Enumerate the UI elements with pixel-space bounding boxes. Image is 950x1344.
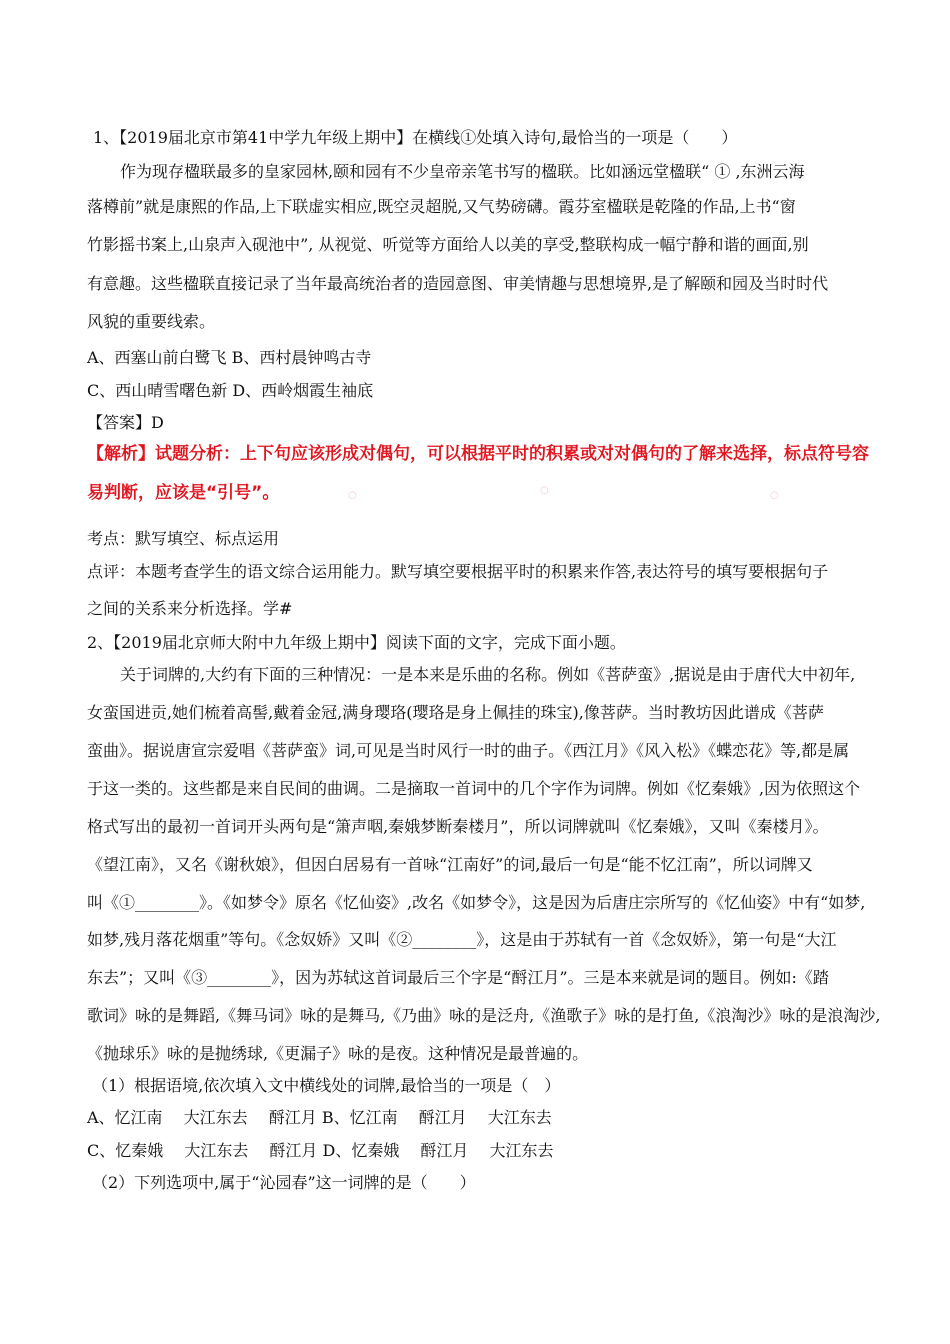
q1-answer: 【答案】D: [87, 413, 164, 432]
q2-passage-line: 女蛮国进贡,她们梳着高髻,戴着金冠,满身璎珞(璎珞是身上佩挂的珠宝),像菩萨。当时教坊因此谱成《菩萨: [87, 703, 824, 722]
q1-analysis-line: 【解析】试题分析：上下句应该形成对偶句，可以根据平时的积累或对对偶句的了解来选择，标点符号容: [87, 444, 869, 464]
q1-kaodian: 考点：默写填空、标点运用: [87, 529, 280, 548]
q1-option-line: A、西塞山前白鹭飞 B、西村晨钟鸣古寺: [87, 348, 372, 367]
q2-passage-line: 格式写出的最初一首词开头两句是“箫声咽,秦娥梦断秦楼月”，所以词牌就叫《忆秦娥》，又叫《秦楼月》。: [87, 817, 829, 836]
q1-analysis-line: 易判断，应该是“引号”。: [87, 483, 280, 503]
q1-dianping-line: 点评：本题考查学生的语文综合运用能力。默写填空要根据平时的积累来作答,表达符号的填写要根据句子: [87, 562, 829, 581]
q2-passage-line: 东去”；又叫《③________》，因为苏轼这首词最后三个字是“酹江月”。三是本来就是词的题目。例如:《踏: [87, 968, 829, 987]
q1-passage-line: 作为现存楹联最多的皇家园林,颐和园有不少皇帝亲笔书写的楹联。比如涵远堂楹联“ ① ,东洲云海: [120, 162, 805, 181]
q2-passage-line: 《望江南》，又名《谢秋娘》，但因白居易有一首咏“江南好”的词,最后一句是“能不忆江南”，所以词牌又: [87, 855, 813, 874]
q1-passage-line: 风貌的重要线索。: [87, 312, 216, 331]
q2-header: 2、【2019届北京师大附中九年级上期中】阅读下面的文字，完成下面小题。: [87, 633, 626, 652]
q1-passage-line: 有意趣。这些楹联直接记录了当年最高统治者的造园意图、审美情趣与思想境界,是了解颐和园及当时时代: [87, 274, 829, 293]
q2-sub2-question: （2）下列选项中,属于“沁园春”这一词牌的是（ ）: [92, 1173, 476, 1192]
q2-passage-line: 如梦,残月落花烟重”等句。《念奴娇》又叫《②________》，这是由于苏轼有一首《念奴娇》，第一句是“大江: [87, 930, 837, 949]
q1-header: 1、【2019届北京市第41中学九年级上期中】在横线①处填入诗句,最恰当的一项是（ ）: [93, 128, 738, 147]
q2-sub1-question: （1）根据语境,依次填入文中横线处的词牌,最恰当的一项是（ ）: [92, 1076, 561, 1095]
q1-dianping-line: 之间的关系来分析选择。学#: [87, 599, 293, 618]
q2-passage-line: 歌词》咏的是舞蹈,《舞马词》咏的是舞马,《乃曲》咏的是泛舟,《渔歌子》咏的是打鱼,《浪淘沙》咏的是浪淘沙,: [87, 1006, 881, 1025]
q2-passage-line: 蛮曲》。据说唐宣宗爱唱《菩萨蛮》词,可见是当时风行一时的曲子。《西江月》《风入松》《蝶恋花》等,都是属: [87, 741, 850, 760]
q1-passage-line: 落樽前”就是康熙的作品,上下联虚实相应,既空灵超脱,又气势磅礴。霞芬室楹联是乾隆的作品,上书“窗: [87, 197, 796, 216]
q1-option-line: C、西山晴雪曙色新 D、西岭烟霞生袖底: [87, 381, 374, 400]
watermark-mark: ○: [348, 490, 357, 501]
watermark-mark: ○: [770, 490, 779, 501]
q2-passage-line: 于这一类的。这些都是来自民间的曲调。二是摘取一首词中的几个字作为词牌。例如《忆秦娥》,因为依照这个: [87, 779, 861, 798]
q2-sub1-option-line: C、忆秦娥 大江东去 酹江月 D、忆秦娥 酹江月 大江东去: [87, 1141, 554, 1160]
q2-sub1-option-line: A、忆江南 大江东去 酹江月 B、忆江南 酹江月 大江东去: [87, 1108, 552, 1127]
q2-passage-line: 关于词牌的,大约有下面的三种情况：一是本来是乐曲的名称。例如《菩萨蛮》,据说是由于唐代大中初年,: [120, 665, 856, 684]
q2-passage-line: 《抛球乐》咏的是抛绣球,《更漏子》咏的是夜。这种情况是最普遍的。: [87, 1044, 589, 1063]
q1-passage-line: 竹影摇书案上,山泉声入砚池中”, 从视觉、听觉等方面给人以美的享受,整联构成一幅宁静和谐的画面,别: [87, 235, 809, 254]
watermark-mark: ○: [540, 485, 549, 496]
q2-passage-line: 叫《①________》。《如梦令》原名《忆仙姿》,改名《如梦令》，这是因为后唐庄宗所写的《忆仙姿》中有“如梦,: [87, 893, 866, 912]
